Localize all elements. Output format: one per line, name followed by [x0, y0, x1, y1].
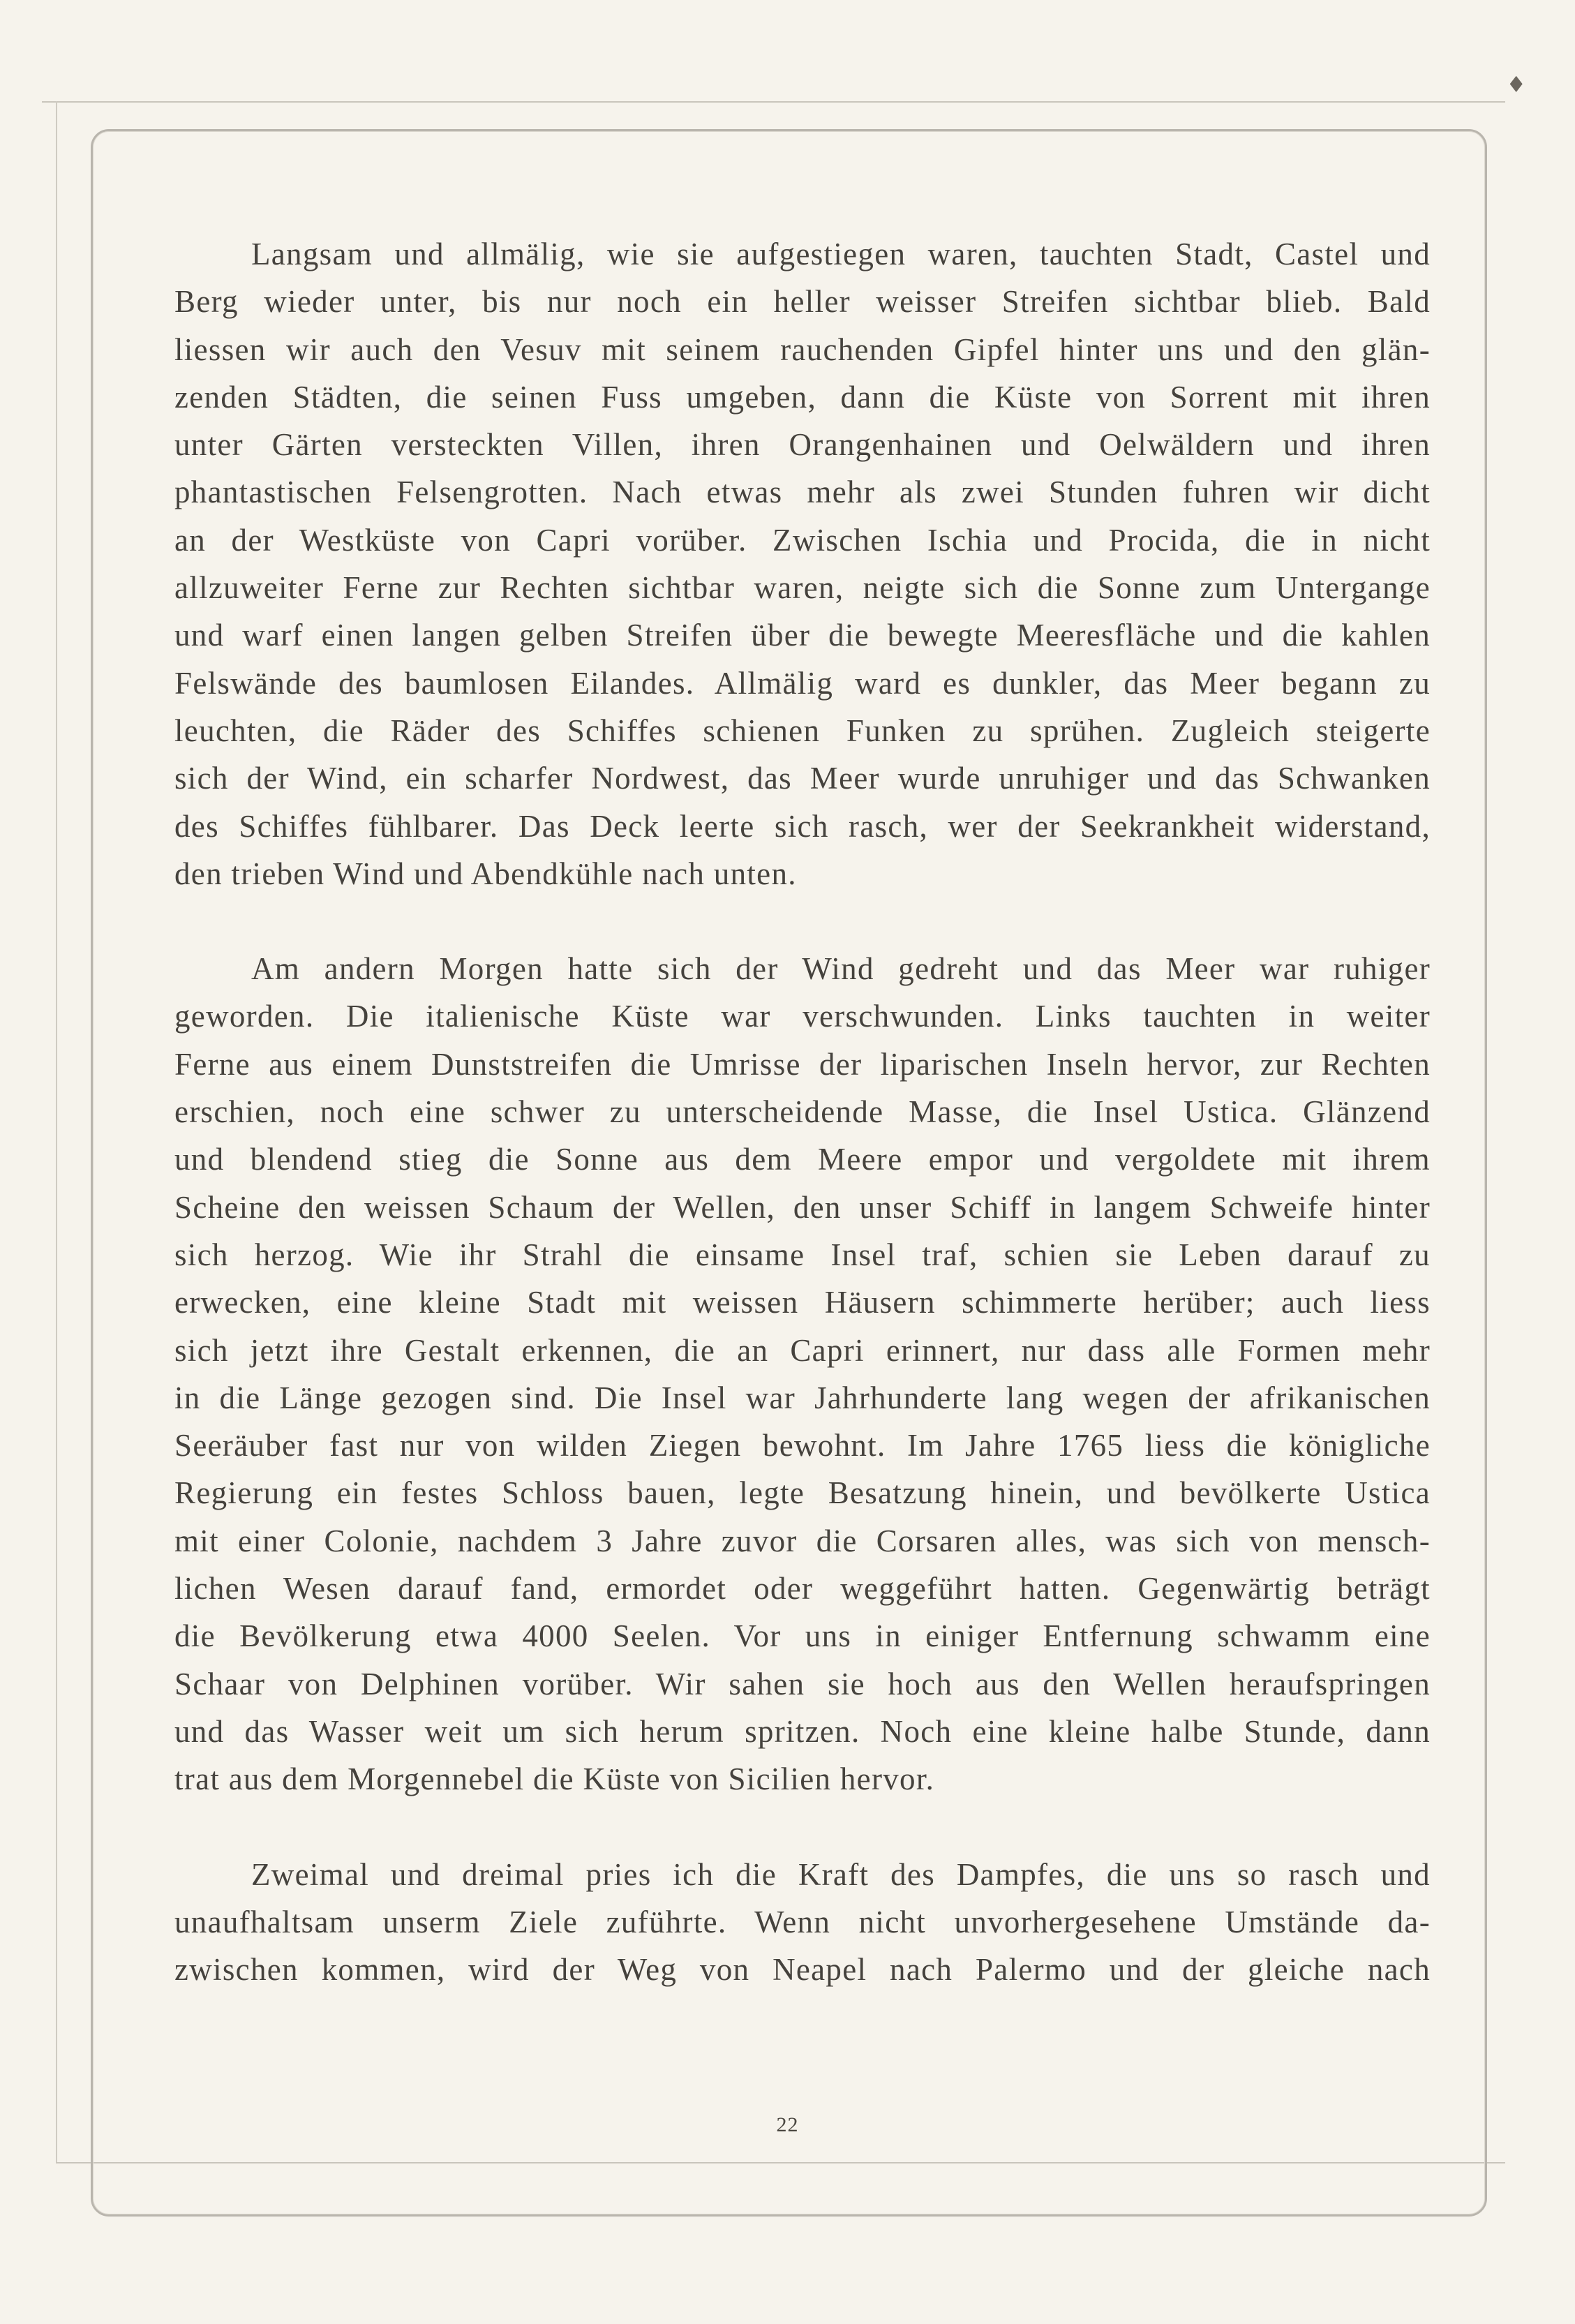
text-line: Regierung ein festes Schloss bauen, legte Besatzung hinein, und bevölkerte Ustica: [174, 1475, 1431, 1511]
text-line: an der Westküste von Capri vorüber. Zwischen Ischia und Procida, die in nicht: [174, 522, 1431, 558]
text-line: Ferne aus einem Dunststreifen die Umrisse der liparischen Inseln hervor, zur Rechten: [174, 1046, 1431, 1082]
outer-rule-left: [56, 101, 57, 2163]
text-line: des Schiffes fühlbarer. Das Deck leerte sich rasch, wer der Seekrankheit widerstand,: [174, 808, 1431, 844]
body-text: [174, 230, 1431, 2041]
paragraph-2: [174, 945, 1431, 1803]
text-line: unter Gärten versteckten Villen, ihren Orangenhainen und Oelwäldern und ihren: [174, 427, 1431, 463]
page-number: 22: [776, 2113, 799, 2136]
text-line: erwecken, eine kleine Stadt mit weissen Häusern schimmerte herüber; auch liess: [174, 1285, 1431, 1320]
text-line: den trieben Wind und Abendkühle nach unten.: [174, 856, 797, 891]
text-line: und blendend stieg die Sonne aus dem Meere empor und vergoldete mit ihrem: [174, 1142, 1431, 1177]
text-line: und warf einen langen gelben Streifen über die bewegte Meeresfläche und die kahlen: [174, 618, 1431, 653]
text-line: Am andern Morgen hatte sich der Wind gedreht und das Meer war ruhiger: [251, 951, 1431, 987]
text-line: die Bevölkerung etwa 4000 Seelen. Vor uns in einiger Entfernung schwamm eine: [174, 1618, 1431, 1654]
text-line: Seeräuber fast nur von wilden Ziegen bewohnt. Im Jahre 1765 liess die königliche: [174, 1428, 1431, 1463]
outer-rule-top: [42, 101, 1505, 103]
text-line: Berg wieder unter, bis nur noch ein heller weisser Streifen sichtbar blieb. Bald: [174, 284, 1431, 320]
text-line: Felswände des baumlosen Eilandes. Allmälig ward es dunkler, das Meer begann zu: [174, 665, 1431, 701]
text-line: Langsam und allmälig, wie sie aufgestiegen waren, tauchten Stadt, Castel und: [251, 237, 1431, 271]
text-line: geworden. Die italienische Küste war verschwunden. Links tauchten in weiter: [174, 999, 1431, 1034]
text-line: unaufhaltsam unserm Ziele zuführte. Wenn nicht unvorhergesehene Umstände da-: [174, 1904, 1431, 1939]
text-line: Scheine den weissen Schaum der Wellen, den unser Schiff in langem Schweife hinter: [174, 1189, 1431, 1225]
text-line: und das Wasser weit um sich herum spritzen. Noch eine kleine halbe Stunde, dann: [174, 1713, 1431, 1749]
text-line: Zweimal und dreimal pries ich die Kraft des Dampfes, die uns so rasch und: [251, 1856, 1431, 1892]
text-line: allzuweiter Ferne zur Rechten sichtbar waren, neigte sich die Sonne zum Untergange: [174, 570, 1431, 606]
text-line: sich jetzt ihre Gestalt erkennen, die an Capri erinnert, nur dass alle Formen mehr: [174, 1332, 1431, 1368]
text-line: mit einer Colonie, nachdem 3 Jahre zuvor die Corsaren alles, was sich von mensch-: [174, 1523, 1431, 1558]
text-line: trat aus dem Morgennebel die Küste von Sicilien hervor.: [174, 1761, 935, 1797]
text-line: lichen Wesen darauf fand, ermordet oder weggeführt hatten. Gegenwärtig beträgt: [174, 1571, 1431, 1607]
text-line: in die Länge gezogen sind. Die Insel war Jahrhunderte lang wegen der afrikanischen: [174, 1380, 1431, 1415]
paragraph-3: [174, 1851, 1431, 1994]
text-line: Schaar von Delphinen vorüber. Wir sahen sie hoch aus den Wellen heraufspringen: [174, 1666, 1431, 1701]
corner-ornament-icon: ♦: [1506, 71, 1526, 98]
text-line: leuchten, die Räder des Schiffes schienen Funken zu sprühen. Zugleich steigerte: [174, 713, 1431, 748]
text-line: zenden Städten, die seinen Fuss umgeben, dann die Küste von Sorrent mit ihren: [174, 379, 1431, 415]
text-line: phantastischen Felsengrotten. Nach etwas mehr als zwei Stunden fuhren wir dicht: [174, 475, 1431, 510]
paragraph-1: [174, 230, 1431, 897]
text-line: sich der Wind, ein scharfer Nordwest, das Meer wurde unruhiger und das Schwanken: [174, 761, 1431, 796]
text-line: sich herzog. Wie ihr Strahl die einsame Insel traf, schien sie Leben darauf zu: [174, 1237, 1431, 1272]
text-line: erschien, noch eine schwer zu unterscheidende Masse, die Insel Ustica. Glänzend: [174, 1094, 1431, 1130]
text-line: liessen wir auch den Vesuv mit seinem rauchenden Gipfel hinter uns und den glän-: [174, 332, 1431, 367]
text-line: zwischen kommen, wird der Weg von Neapel nach Palermo und der gleiche nach: [174, 1952, 1431, 1988]
